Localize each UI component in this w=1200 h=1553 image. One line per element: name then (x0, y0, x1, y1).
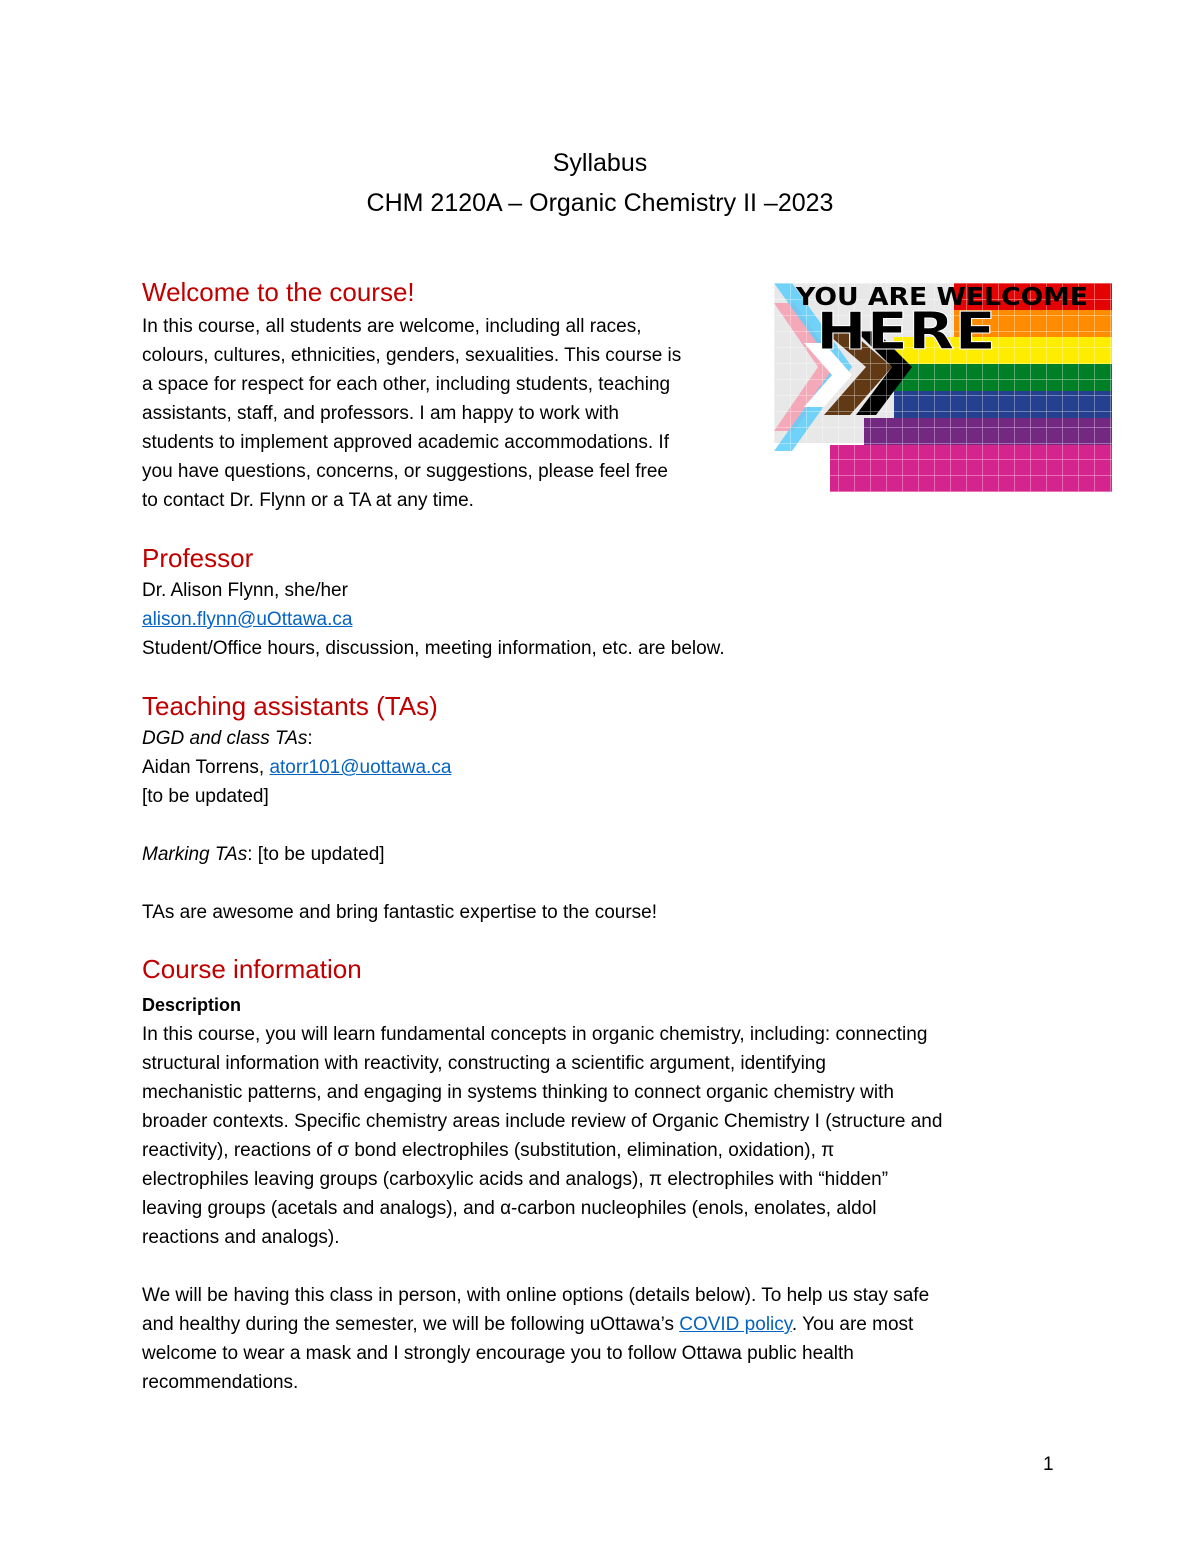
ta-to-be-updated: [to be updated] (142, 786, 269, 807)
covid-line-pre: and healthy during the semester, we will be following uOttawa’s (142, 1314, 680, 1335)
description-line: mechanistic patterns, and engaging in systems thinking to connect organic chemistry with (142, 1082, 894, 1103)
covid-policy-link[interactable]: COVID policy (679, 1314, 792, 1335)
marking-tas-value: : [to be updated] (247, 844, 385, 865)
tas-info (142, 724, 657, 927)
document-title (0, 143, 1200, 223)
dgd-tas-label: DGD and class TAs (142, 728, 308, 749)
professor-note: Student/Office hours, discussion, meeting information, etc. are below. (142, 638, 725, 659)
welcome-line: In this course, all students are welcome, including all races, (142, 316, 642, 337)
title-line-syllabus: Syllabus (552, 149, 648, 177)
description-line: leaving groups (acetals and analogs), and α-carbon nucleophiles (enols, enolates, aldol (142, 1198, 877, 1219)
covid-line: welcome to wear a mask and I strongly encourage you to follow Ottawa public health (142, 1343, 854, 1364)
tas-heading: Teaching assistants (TAs) (142, 691, 438, 721)
banner-text-here: HERE (816, 302, 996, 362)
description-line: broader contexts. Specific chemistry areas include review of Organic Chemistry I (structure and (142, 1111, 943, 1132)
ta-name: Aidan Torrens, (142, 757, 270, 778)
professor-name: Dr. Alison Flynn, she/her (142, 580, 348, 601)
welcome-line: a space for respect for each other, including students, teaching (142, 374, 671, 395)
professor-email-link[interactable]: alison.flynn@uOttawa.ca (142, 609, 353, 630)
covid-line: recommendations. (142, 1372, 299, 1393)
tas-awesome-text: TAs are awesome and bring fantastic expertise to the course! (142, 902, 658, 923)
welcome-line: students to implement approved academic accommodations. If (142, 432, 669, 453)
title-line-course: CHM 2120A – Organic Chemistry II –2023 (366, 189, 834, 217)
professor-heading: Professor (142, 543, 254, 573)
course-info-body (142, 991, 942, 1397)
you-are-welcome-here-banner (774, 283, 1112, 492)
course-info-heading: Course information (142, 954, 362, 984)
welcome-line: to contact Dr. Flynn or a TA at any time. (142, 490, 474, 511)
welcome-line: assistants, staff, and professors. I am happy to work with (142, 403, 619, 424)
covid-line: We will be having this class in person, with online options (details below). To help us stay safe (142, 1285, 930, 1306)
welcome-heading: Welcome to the course! (142, 277, 415, 307)
description-line: reactivity), reactions of σ bond electrophiles (substitution, elimination, oxidation), π (142, 1140, 835, 1161)
marking-tas-label: Marking TAs (142, 844, 248, 865)
banner-text-you-are-welcome: YOU ARE WELCOME (794, 283, 1088, 311)
professor-info (142, 576, 725, 663)
description-line: structural information with reactivity, constructing a scientific argument, identifying (142, 1053, 826, 1074)
description-line: reactions and analogs). (142, 1227, 340, 1248)
page-number: 1 (1043, 1454, 1054, 1475)
welcome-paragraph (142, 312, 681, 515)
welcome-line: you have questions, concerns, or suggestions, please feel free (142, 461, 668, 482)
description-subheading: Description (142, 995, 242, 1015)
ta-email-link[interactable]: atorr101@uottawa.ca (269, 757, 452, 778)
welcome-line: colours, cultures, ethnicities, genders, sexualities. This course is (142, 345, 682, 366)
covid-line-post: . You are most (791, 1314, 914, 1335)
description-line: electrophiles leaving groups (carboxylic acids and analogs), π electrophiles with “hidden” (142, 1169, 889, 1190)
dgd-colon: : (307, 728, 313, 749)
description-line: In this course, you will learn fundamental concepts in organic chemistry, including: connecting (142, 1024, 928, 1045)
